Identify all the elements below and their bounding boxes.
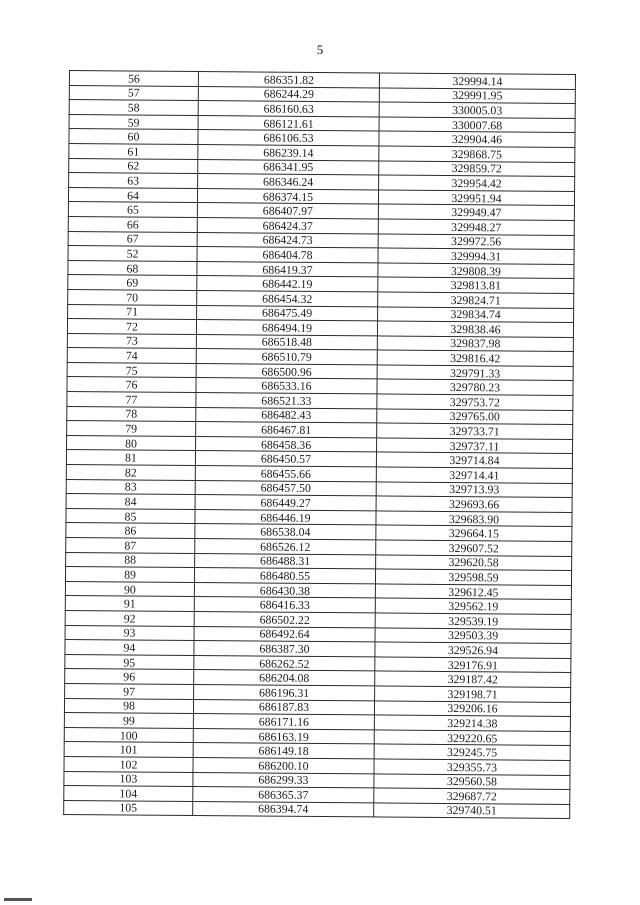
y-coordinate-cell: 329859.72 [379, 160, 575, 176]
y-coordinate-cell: 329187.42 [375, 671, 571, 687]
y-coordinate-cell: 329949.47 [378, 204, 574, 220]
x-coordinate-cell: 686419.37 [197, 261, 378, 277]
x-coordinate-cell: 686121.61 [198, 115, 379, 131]
x-coordinate-cell: 686457.50 [195, 480, 376, 496]
point-number-cell: 98 [64, 698, 193, 714]
y-coordinate-cell: 329838.46 [377, 321, 573, 337]
x-coordinate-cell: 686365.37 [193, 787, 374, 803]
point-number-cell: 69 [68, 275, 197, 291]
point-number-cell: 80 [67, 435, 196, 451]
point-number-cell: 75 [67, 362, 196, 378]
y-coordinate-cell: 329683.90 [376, 511, 572, 527]
y-coordinate-cell: 329994.31 [378, 248, 574, 264]
point-number-cell: 105 [64, 800, 193, 816]
x-coordinate-cell: 686374.15 [197, 188, 378, 204]
y-coordinate-cell: 330007.68 [379, 117, 575, 133]
point-number-cell: 85 [66, 508, 195, 524]
point-number-cell: 95 [65, 654, 194, 670]
y-coordinate-cell: 329791.33 [377, 365, 573, 381]
y-coordinate-cell: 329740.51 [374, 803, 570, 819]
point-number-cell: 73 [67, 333, 196, 349]
y-coordinate-cell: 329503.39 [375, 627, 571, 643]
x-coordinate-cell: 686299.33 [193, 772, 374, 788]
point-number-cell: 52 [68, 246, 197, 262]
point-number-cell: 61 [69, 143, 198, 159]
y-coordinate-cell: 329780.23 [377, 379, 573, 395]
y-coordinate-cell: 329562.19 [375, 598, 571, 614]
point-number-cell: 57 [69, 85, 198, 101]
y-coordinate-cell: 329598.59 [375, 569, 571, 585]
x-coordinate-cell: 686106.53 [198, 130, 379, 146]
x-coordinate-cell: 686538.04 [195, 524, 376, 540]
x-coordinate-cell: 686407.97 [197, 203, 378, 219]
x-coordinate-cell: 686502.22 [194, 611, 375, 627]
point-number-cell: 74 [67, 348, 196, 364]
y-coordinate-cell: 329834.74 [378, 306, 574, 322]
y-coordinate-cell: 329904.46 [379, 131, 575, 147]
point-number-cell: 84 [66, 494, 195, 510]
y-coordinate-cell: 329994.14 [379, 73, 575, 89]
x-coordinate-cell: 686455.66 [195, 466, 376, 482]
page-number: 5 [316, 42, 324, 57]
y-coordinate-cell: 329693.66 [376, 496, 572, 512]
y-coordinate-cell: 329176.91 [375, 657, 571, 673]
coordinates-table-body [64, 71, 576, 819]
point-number-cell: 101 [64, 742, 193, 758]
x-coordinate-cell: 686171.16 [193, 714, 374, 730]
y-coordinate-cell: 329539.19 [375, 613, 571, 629]
scan-edge-mark [4, 898, 32, 901]
y-coordinate-cell: 329664.15 [376, 525, 572, 541]
x-coordinate-cell: 686454.32 [197, 290, 378, 306]
x-coordinate-cell: 686424.37 [197, 217, 378, 233]
y-coordinate-cell: 329733.71 [377, 423, 573, 439]
point-number-cell: 100 [64, 727, 193, 743]
point-number-cell: 60 [69, 129, 198, 145]
x-coordinate-cell: 686518.48 [196, 334, 377, 350]
point-number-cell: 81 [66, 450, 195, 466]
point-number-cell: 99 [64, 713, 193, 729]
y-coordinate-cell: 329808.39 [378, 263, 574, 279]
x-coordinate-cell: 686533.16 [196, 378, 377, 394]
y-coordinate-cell: 329714.84 [376, 452, 572, 468]
y-coordinate-cell: 329954.42 [379, 175, 575, 191]
x-coordinate-cell: 686239.14 [198, 144, 379, 160]
y-coordinate-cell: 329607.52 [376, 540, 572, 556]
x-coordinate-cell: 686494.19 [196, 320, 377, 336]
x-coordinate-cell: 686526.12 [195, 539, 376, 555]
x-coordinate-cell: 686446.19 [195, 509, 376, 525]
point-number-cell: 96 [65, 669, 194, 685]
y-coordinate-cell: 329198.71 [375, 686, 571, 702]
y-coordinate-cell: 329951.94 [378, 190, 574, 206]
point-number-cell: 68 [68, 260, 197, 276]
x-coordinate-cell: 686341.95 [198, 159, 379, 175]
y-coordinate-cell: 329868.75 [379, 146, 575, 162]
point-number-cell: 62 [69, 158, 198, 174]
point-number-cell: 78 [67, 406, 196, 422]
y-coordinate-cell: 329765.00 [377, 409, 573, 425]
x-coordinate-cell: 686404.78 [197, 247, 378, 263]
point-number-cell: 67 [68, 231, 197, 247]
y-coordinate-cell: 329837.98 [377, 336, 573, 352]
x-coordinate-cell: 686488.31 [195, 553, 376, 569]
x-coordinate-cell: 686424.73 [197, 232, 378, 248]
x-coordinate-cell: 686475.49 [197, 305, 378, 321]
y-coordinate-cell: 329991.95 [379, 88, 575, 104]
point-number-cell: 104 [64, 786, 193, 802]
point-number-cell: 56 [69, 71, 198, 87]
x-coordinate-cell: 686467.81 [196, 422, 377, 438]
x-coordinate-cell: 686449.27 [195, 495, 376, 511]
point-number-cell: 77 [67, 392, 196, 408]
point-number-cell: 63 [69, 173, 198, 189]
x-coordinate-cell: 686196.31 [194, 684, 375, 700]
point-number-cell: 83 [66, 479, 195, 495]
coordinates-table [63, 70, 576, 819]
x-coordinate-cell: 686480.55 [194, 568, 375, 584]
x-coordinate-cell: 686200.10 [193, 757, 374, 773]
x-coordinate-cell: 686160.63 [198, 101, 379, 117]
x-coordinate-cell: 686394.74 [193, 801, 374, 817]
point-number-cell: 93 [65, 625, 194, 641]
y-coordinate-cell: 329816.42 [377, 350, 573, 366]
y-coordinate-cell: 329620.58 [376, 555, 572, 571]
point-number-cell: 88 [66, 552, 195, 568]
y-coordinate-cell: 329355.73 [374, 759, 570, 775]
y-coordinate-cell: 329206.16 [374, 700, 570, 716]
y-coordinate-cell: 329526.94 [375, 642, 571, 658]
point-number-cell: 89 [65, 567, 194, 583]
point-number-cell: 76 [67, 377, 196, 393]
x-coordinate-cell: 686458.36 [196, 436, 377, 452]
point-number-cell: 97 [65, 683, 194, 699]
point-number-cell: 87 [66, 537, 195, 553]
x-coordinate-cell: 686244.29 [198, 86, 379, 102]
x-coordinate-cell: 686430.38 [194, 582, 375, 598]
y-coordinate-cell: 329737.11 [377, 438, 573, 454]
point-number-cell: 64 [68, 187, 197, 203]
x-coordinate-cell: 686442.19 [197, 276, 378, 292]
x-coordinate-cell: 686387.30 [194, 641, 375, 657]
x-coordinate-cell: 686346.24 [198, 174, 379, 190]
y-coordinate-cell: 329714.41 [376, 467, 572, 483]
x-coordinate-cell: 686187.83 [193, 699, 374, 715]
x-coordinate-cell: 686482.43 [196, 407, 377, 423]
point-number-cell: 58 [69, 100, 198, 116]
x-coordinate-cell: 686149.18 [193, 743, 374, 759]
y-coordinate-cell: 329813.81 [378, 277, 574, 293]
y-coordinate-cell: 329612.45 [375, 584, 571, 600]
point-number-cell: 102 [64, 756, 193, 772]
point-number-cell: 94 [65, 640, 194, 656]
y-coordinate-cell: 329753.72 [377, 394, 573, 410]
x-coordinate-cell: 686450.57 [195, 451, 376, 467]
y-coordinate-cell: 329948.27 [378, 219, 574, 235]
point-number-cell: 79 [67, 421, 196, 437]
x-coordinate-cell: 686351.82 [198, 72, 379, 88]
point-number-cell: 90 [65, 581, 194, 597]
point-number-cell: 71 [68, 304, 197, 320]
y-coordinate-cell: 329245.75 [374, 744, 570, 760]
y-coordinate-cell: 329713.93 [376, 482, 572, 498]
y-coordinate-cell: 329824.71 [378, 292, 574, 308]
x-coordinate-cell: 686521.33 [196, 393, 377, 409]
point-number-cell: 66 [68, 216, 197, 232]
point-number-cell: 72 [67, 319, 196, 335]
y-coordinate-cell: 330005.03 [379, 102, 575, 118]
point-number-cell: 86 [66, 523, 195, 539]
x-coordinate-cell: 686500.96 [196, 363, 377, 379]
point-number-cell: 92 [65, 610, 194, 626]
x-coordinate-cell: 686510.79 [196, 349, 377, 365]
x-coordinate-cell: 686492.64 [194, 626, 375, 642]
point-number-cell: 82 [66, 465, 195, 481]
y-coordinate-cell: 329220.65 [374, 730, 570, 746]
y-coordinate-cell: 329214.38 [374, 715, 570, 731]
y-coordinate-cell: 329687.72 [374, 788, 570, 804]
x-coordinate-cell: 686204.08 [194, 670, 375, 686]
point-number-cell: 59 [69, 114, 198, 130]
y-coordinate-cell: 329560.58 [374, 773, 570, 789]
x-coordinate-cell: 686163.19 [193, 728, 374, 744]
point-number-cell: 103 [64, 771, 193, 787]
point-number-cell: 65 [68, 202, 197, 218]
y-coordinate-cell: 329972.56 [378, 233, 574, 249]
point-number-cell: 91 [65, 596, 194, 612]
x-coordinate-cell: 686416.33 [194, 597, 375, 613]
x-coordinate-cell: 686262.52 [194, 655, 375, 671]
point-number-cell: 70 [68, 289, 197, 305]
